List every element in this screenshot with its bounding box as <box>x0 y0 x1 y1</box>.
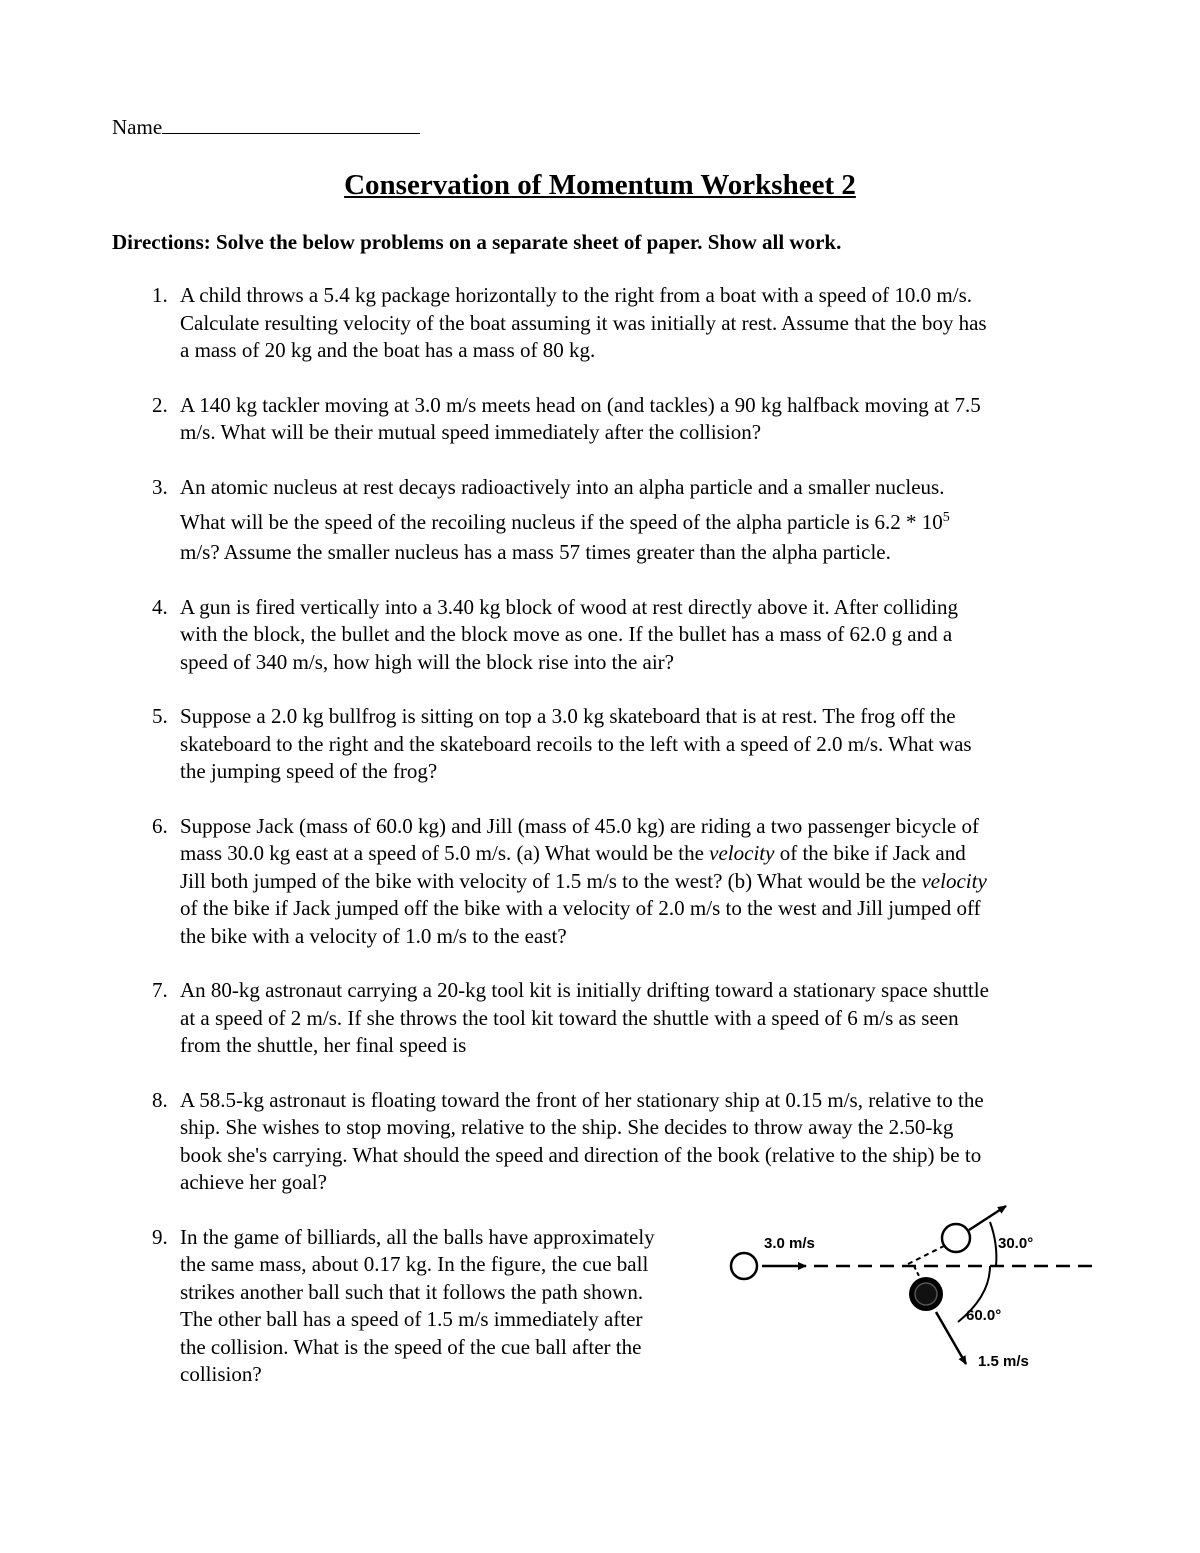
problem-line: A 58.5-kg astronaut is floating toward the front of her stationary ship at 0.15 m/s, relative to the <box>180 1087 984 1112</box>
problem-line: book she's carrying. What should the speed and direction of the book (relative to the ship) be to <box>180 1142 982 1167</box>
angle-arc-30 <box>990 1222 996 1266</box>
problem-line: m/s? Assume the smaller nucleus has a mass 57 times greater than the alpha particle. <box>180 540 891 564</box>
emphasis-text: velocity <box>709 841 775 865</box>
problem-line: the jumping speed of the frog? <box>180 759 438 783</box>
page-title: Conservation of Momentum Worksheet 2 <box>344 169 856 201</box>
cue-ball-path <box>908 1246 944 1264</box>
problem-line: of the bike if Jack jumped off the bike with a velocity of 2.0 m/s to the west and Jill jumped off <box>180 896 981 920</box>
cue-ball-final <box>942 1224 970 1252</box>
name-label: Name <box>112 115 163 139</box>
other-angle-label: 60.0° <box>966 1307 1002 1324</box>
incoming-speed-label: 3.0 m/s <box>764 1235 815 1252</box>
problem-line-text: What will be the speed of the recoiling nucleus if the speed of the alpha particle is 6.2 * 10 <box>180 510 943 534</box>
problem-number: 7. <box>152 978 168 1002</box>
problem-line: with the block, the bullet and the block move as one. If the bullet has a mass of 62.0 g and a <box>180 622 953 646</box>
problem-2 <box>112 392 1092 447</box>
problem-line: In the game of billiards, all the balls have approximately <box>180 1224 655 1249</box>
problem-line: An atomic nucleus at rest decays radioactively into an alpha particle and a smaller nucleus. <box>180 474 945 499</box>
problem-number: 1. <box>152 283 168 307</box>
problem-line-text: of the bike if Jack and <box>774 841 966 865</box>
problem-number: 6. <box>152 813 168 838</box>
problem-line: a mass of 20 kg and the boat has a mass of 80 kg. <box>180 338 596 362</box>
problem-line: The other ball has a speed of 1.5 m/s immediately after <box>180 1307 643 1331</box>
problem-7 <box>112 977 1092 1060</box>
struck-ball-inner <box>915 1283 937 1305</box>
problem-line: speed of 340 m/s, how high will the block rise into the air? <box>180 649 674 674</box>
struck-ball-path <box>914 1266 920 1278</box>
problem-number: 9. <box>152 1224 168 1249</box>
problem-line: strikes another ball such that it follows the path shown. <box>180 1279 644 1304</box>
cue-ball-velocity-arrow <box>969 1206 1006 1230</box>
problem-number: 3. <box>152 474 168 499</box>
problem-number: 2. <box>152 392 168 417</box>
problem-3 <box>112 474 1092 567</box>
problem-line: A gun is fired vertically into a 3.40 kg block of wood at rest directly above it. After colliding <box>180 594 958 619</box>
cue-ball-initial <box>731 1253 757 1279</box>
problem-line-text: mass 30.0 kg east at a speed of 5.0 m/s. (a) What would be the <box>180 841 710 865</box>
problem-line: collision? <box>180 1362 262 1386</box>
problem-line-text: Jill both jumped of the bike with velocity of 1.5 m/s to the west? (b) What would be the <box>180 868 922 893</box>
problem-line: A child throws a 5.4 kg package horizontally to the right from a boat with a speed of 10.0 m/s. <box>180 283 972 307</box>
problem-1 <box>112 282 1092 365</box>
problem-line: Suppose a 2.0 kg bullfrog is sitting on top a 3.0 kg skateboard that is at rest. The frog off the <box>180 704 956 728</box>
problem-number: 8. <box>152 1087 168 1112</box>
problem-line: skateboard to the right and the skateboard recoils to the left with a speed of 2.0 m/s. What was <box>180 731 972 756</box>
emphasis-text: velocity <box>921 868 987 893</box>
problem-line <box>180 840 1092 868</box>
problem-6 <box>112 813 1092 951</box>
billiards-figure-svg <box>722 1200 1102 1380</box>
directions: Directions: Solve the below problems on a separate sheet of paper. Show all work. <box>112 230 842 254</box>
problem-line: Suppose Jack (mass of 60.0 kg) and Jill (mass of 45.0 kg) are riding a two passenger bicycle of <box>180 813 979 838</box>
problem-line: the collision. What is the speed of the cue ball after the <box>180 1334 642 1359</box>
problem-line: the bike with a velocity of 1.0 m/s to the east? <box>180 923 567 948</box>
problem-line: An 80-kg astronaut carrying a 20-kg tool kit is initially drifting toward a stationary space shuttle <box>180 978 989 1002</box>
problem-line: ship. She wishes to stop moving, relative to the ship. She decides to throw away the 2.50-kg <box>180 1115 954 1139</box>
problem-line: Calculate resulting velocity of the boat assuming it was initially at rest. Assume that the boy has <box>180 310 987 335</box>
problem-line: m/s. What will be their mutual speed immediately after the collision? <box>180 420 762 444</box>
problem-number: 4. <box>152 594 168 619</box>
problem-line: from the shuttle, her final speed is <box>180 1033 467 1057</box>
problem-line: A 140 kg tackler moving at 3.0 m/s meets head on (and tackles) a 90 kg halfback moving at 7.5 <box>180 392 981 417</box>
problem-5 <box>112 703 1092 786</box>
other-speed-label: 1.5 m/s <box>978 1353 1029 1370</box>
problem-8 <box>112 1087 1092 1197</box>
name-blank-line[interactable] <box>162 113 420 134</box>
cue-angle-label: 30.0° <box>998 1235 1034 1252</box>
problem-line <box>180 868 1092 896</box>
problem-line <box>180 501 1092 539</box>
problem-line: the same mass, about 0.17 kg. In the figure, the cue ball <box>180 1252 649 1276</box>
problem-line: at a speed of 2 m/s. If she throws the tool kit toward the shuttle with a speed of 6 m/s as seen <box>180 1005 959 1030</box>
name-field <box>112 113 420 141</box>
problem-line: achieve her goal? <box>180 1170 327 1194</box>
billiards-diagram <box>722 1200 1102 1380</box>
problem-4 <box>112 594 1092 677</box>
problem-number: 5. <box>152 704 168 728</box>
exponent: 5 <box>942 510 950 525</box>
